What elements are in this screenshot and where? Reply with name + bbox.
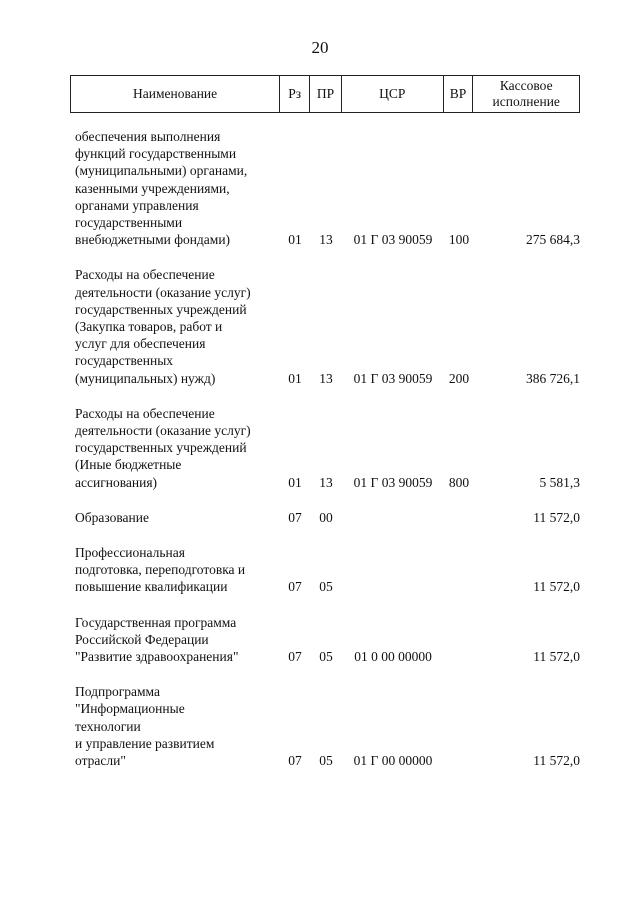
row-csr: 01 Г 03 90059	[353, 370, 433, 386]
row-name: обеспечения выполнения функций государственными (муниципальными) органами, казенными учреждениями, органами управления государственными внебюджетными фондами)	[75, 129, 248, 248]
row-rz: 07	[288, 509, 302, 525]
row-pr: 13	[319, 474, 333, 490]
row-rz: 01	[288, 232, 302, 248]
row-sum: 11 572,0	[533, 579, 580, 595]
row-pr: 00	[319, 509, 333, 525]
header-sum: Кассовое исполнение	[492, 78, 560, 109]
page-number: 20	[311, 38, 329, 57]
row-name: Расходы на обеспечение деятельности (оказание услуг) государственных учреждений (Иные бюджетные ассигнования)	[75, 405, 251, 490]
header-csr: ЦСР	[342, 76, 444, 112]
row-csr: 01 Г 03 90059	[353, 232, 433, 248]
row-csr: 01 0 00 00000	[354, 649, 432, 665]
row-rz: 07	[288, 753, 302, 769]
row-csr: 01 Г 00 00000	[353, 753, 433, 769]
header-vr: ВР	[444, 76, 474, 112]
row-vr: 200	[448, 370, 470, 386]
row-pr: 05	[319, 753, 333, 769]
table-row	[70, 405, 580, 491]
row-rz: 01	[288, 370, 302, 386]
row-rz: 01	[288, 474, 302, 490]
row-rz: 07	[288, 649, 302, 665]
table-row	[70, 544, 580, 596]
header-name: Наименование	[71, 76, 280, 112]
row-name: Профессиональная подготовка, переподготовка и повышение квалификации	[75, 545, 246, 595]
row-sum: 275 684,3	[526, 232, 580, 248]
row-csr: 01 Г 03 90059	[353, 474, 433, 490]
row-sum: 5 581,3	[539, 474, 580, 490]
header-pr: ПР	[310, 76, 342, 112]
row-vr: 800	[448, 474, 470, 490]
table-row	[70, 266, 580, 386]
table-row	[70, 509, 580, 526]
row-sum: 11 572,0	[533, 753, 580, 769]
row-sum: 11 572,0	[533, 509, 580, 525]
row-name: Образование	[75, 509, 149, 525]
row-pr: 13	[319, 232, 333, 248]
table-row	[70, 128, 580, 248]
row-pr: 13	[319, 370, 333, 386]
row-vr: 100	[448, 232, 470, 248]
row-name: Государственная программа Российской Федерации "Развитие здравоохранения"	[75, 614, 239, 665]
row-sum: 11 572,0	[533, 649, 580, 665]
table-row	[70, 614, 580, 666]
row-pr: 05	[319, 579, 333, 595]
row-name: Расходы на обеспечение деятельности (оказание услуг) государственных учреждений (Закупка товаров, работ и услуг для обеспечения государственных (муниципальных) нужд)	[75, 267, 251, 386]
row-name: Подпрограмма "Информационные технологии и управление развитием отрасли"	[75, 684, 215, 769]
row-pr: 05	[319, 649, 333, 665]
row-rz: 07	[288, 579, 302, 595]
row-sum: 386 726,1	[526, 370, 580, 386]
header-rz: Рз	[280, 76, 310, 112]
table-body	[70, 128, 580, 769]
table-row	[70, 683, 580, 769]
table-header	[70, 75, 580, 113]
